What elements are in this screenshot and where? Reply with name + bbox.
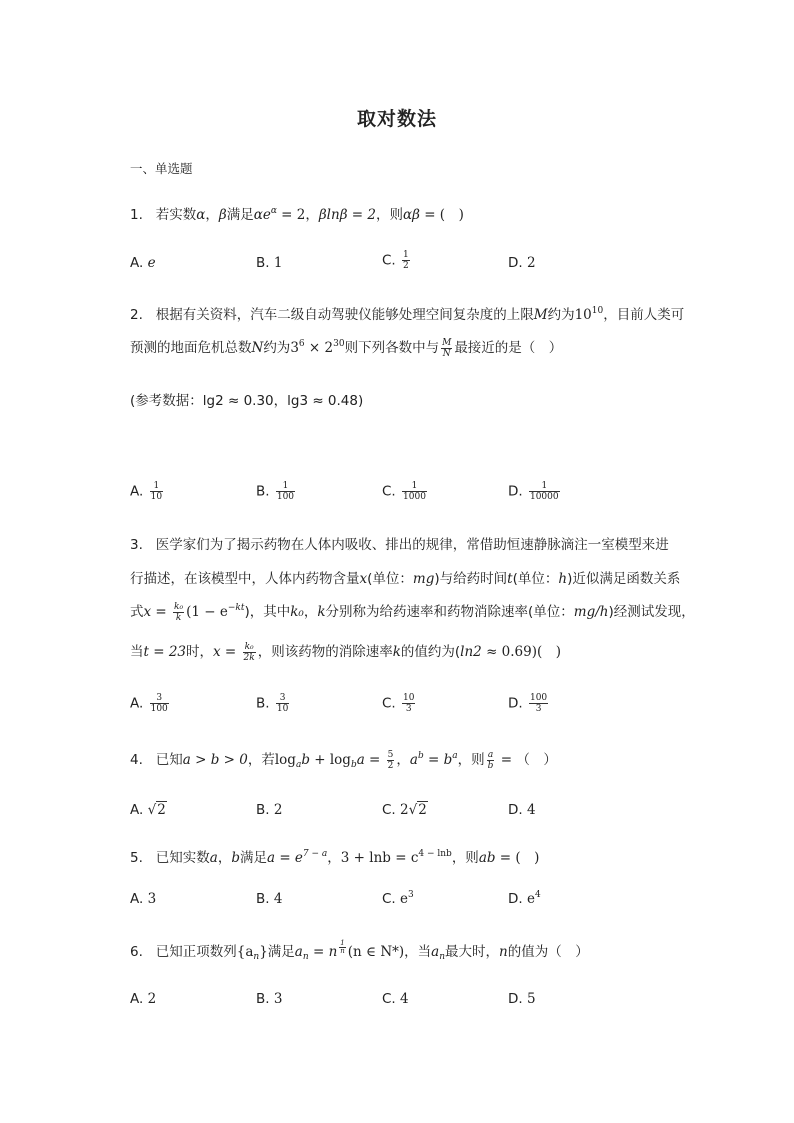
fraction: $\frac{\text{k₀}}{k}$ bbox=[174, 601, 184, 623]
option-b[interactable]: B. $\frac{3}{10}$ bbox=[256, 693, 289, 714]
section-heading: 一、单选题 bbox=[130, 161, 193, 176]
question-6: 6. 已知正项数列$\{a_n\}$满足$a_n = n$ $^{\frac{1}{n}}$ (n ∈ N*)，当$a_n$最大时，n的值为（ ） bbox=[130, 939, 589, 962]
fraction: $\frac{3}{10}$ bbox=[276, 693, 289, 714]
question-3: 3. 医学家们为了揭示药物在人体内吸收、排出的规律，常借助恒速静脉滴注一室模型来进 bbox=[130, 537, 669, 553]
fraction: $\frac{100}{3}$ bbox=[529, 693, 548, 714]
option-a[interactable]: A. 3 bbox=[130, 891, 157, 907]
option-b[interactable]: B. 1 bbox=[256, 255, 283, 271]
option-c[interactable]: C. $\frac{1}{1000}$ bbox=[382, 481, 426, 502]
fraction: $\frac{1}{2}$ bbox=[403, 250, 409, 271]
fraction: $\frac{a}{b}$ bbox=[487, 749, 494, 771]
question-2: 2. 根据有关资料，汽车二级自动驾驶仪能够处理空间复杂度的上限M约为$10^{10}$，目前人类可 bbox=[130, 306, 685, 323]
fraction: $\frac{M}{N}$ bbox=[442, 337, 452, 359]
option-a[interactable]: A. $\frac{1}{10}$ bbox=[130, 481, 163, 502]
option-c[interactable]: C. $\frac{1}{2}$ bbox=[382, 250, 409, 271]
fraction: $\frac{1}{100}$ bbox=[276, 481, 295, 502]
fraction: $\frac{3}{100}$ bbox=[150, 693, 168, 714]
option-d[interactable]: D. 5 bbox=[508, 991, 536, 1007]
square-root: √2 bbox=[147, 802, 166, 818]
option-a[interactable]: A. √2 bbox=[130, 802, 166, 818]
question-5: 5. 已知实数a，b满足$a = e^{7 - a}$，$3 + \ln b = c^{4 - lnb}$，则ab = ( ) bbox=[130, 849, 540, 866]
reference-data: (参考数据：lg2 ≈ 0.30，lg3 ≈ 0.48) bbox=[130, 393, 364, 409]
fraction: $\frac{5}{2}$ bbox=[387, 749, 394, 771]
option-a[interactable]: A. $\frac{3}{100}$ bbox=[130, 693, 168, 714]
question-3-line-3: 式x = $\frac{\text{k₀}}{k}$ $(1 - e^{-kt})$，其中k₀，k分别称为给药速率和药物消除速率(单位：mg/h)经测试发现， bbox=[130, 601, 695, 623]
question-3-line-2: 行描述，在该模型中，人体内药物含量x(单位：mg)与给药时间t(单位：h)近似满足函数关系 bbox=[130, 571, 681, 587]
option-c[interactable]: C. 2√2 bbox=[382, 802, 427, 818]
option-d[interactable]: D. 2 bbox=[508, 255, 536, 271]
question-3-line-4: 当t = 23时，x = $\frac{\text{k₀}}{2k}$ ，则该药物的消除速率k的值约为(ln2 ≈ 0.69)( ) bbox=[130, 641, 562, 663]
question-1: 1. 若实数α，β满足$\alpha e^\alpha = 2$，βlnβ = 2，则αβ = ( ) bbox=[130, 206, 464, 223]
fraction: 1 n bbox=[340, 939, 345, 955]
option-c[interactable]: C. $\frac{10}{3}$ bbox=[382, 693, 415, 714]
document-title: 取对数法 bbox=[356, 108, 437, 130]
option-d[interactable]: D. $\frac{100}{3}$ bbox=[508, 693, 548, 714]
fraction: $\frac{\text{k₀}}{2k}$ bbox=[243, 641, 255, 663]
option-a[interactable]: A. 2 bbox=[130, 991, 157, 1007]
square-root: √2 bbox=[408, 802, 427, 818]
option-b[interactable]: B. 2 bbox=[256, 802, 283, 818]
fraction: $\frac{10}{3}$ bbox=[403, 693, 415, 714]
option-b[interactable]: B. 4 bbox=[256, 891, 283, 907]
fraction: $\frac{1}{10000}$ bbox=[529, 481, 559, 502]
question-2-line-2: 预测的地面危机总数N约为$3^6 \times 2^{30}$则下列各数中与 $\frac{M}{N}$ 最接近的是（ ） bbox=[130, 337, 563, 359]
question-4: 4. 已知a > b > 0，若$\log_ab + \log_ba$ = $\frac{5}{2}$ ，$a^b = b^a$，则 $\frac{a}{b}$ = （ ） bbox=[130, 749, 557, 771]
fraction: $\frac{1}{10}$ bbox=[150, 481, 163, 502]
option-a[interactable]: A. e bbox=[130, 255, 156, 271]
option-d[interactable]: D. $e^4$ bbox=[508, 890, 541, 907]
fraction: $\frac{1}{1000}$ bbox=[403, 481, 426, 502]
option-c[interactable]: C. 4 bbox=[382, 991, 409, 1007]
option-b[interactable]: B. 3 bbox=[256, 991, 283, 1007]
option-b[interactable]: B. $\frac{1}{100}$ bbox=[256, 481, 295, 502]
option-c[interactable]: C. $e^3$ bbox=[382, 890, 414, 907]
option-d[interactable]: D. $\frac{1}{10000}$ bbox=[508, 481, 559, 502]
option-d[interactable]: D. 4 bbox=[508, 802, 536, 818]
